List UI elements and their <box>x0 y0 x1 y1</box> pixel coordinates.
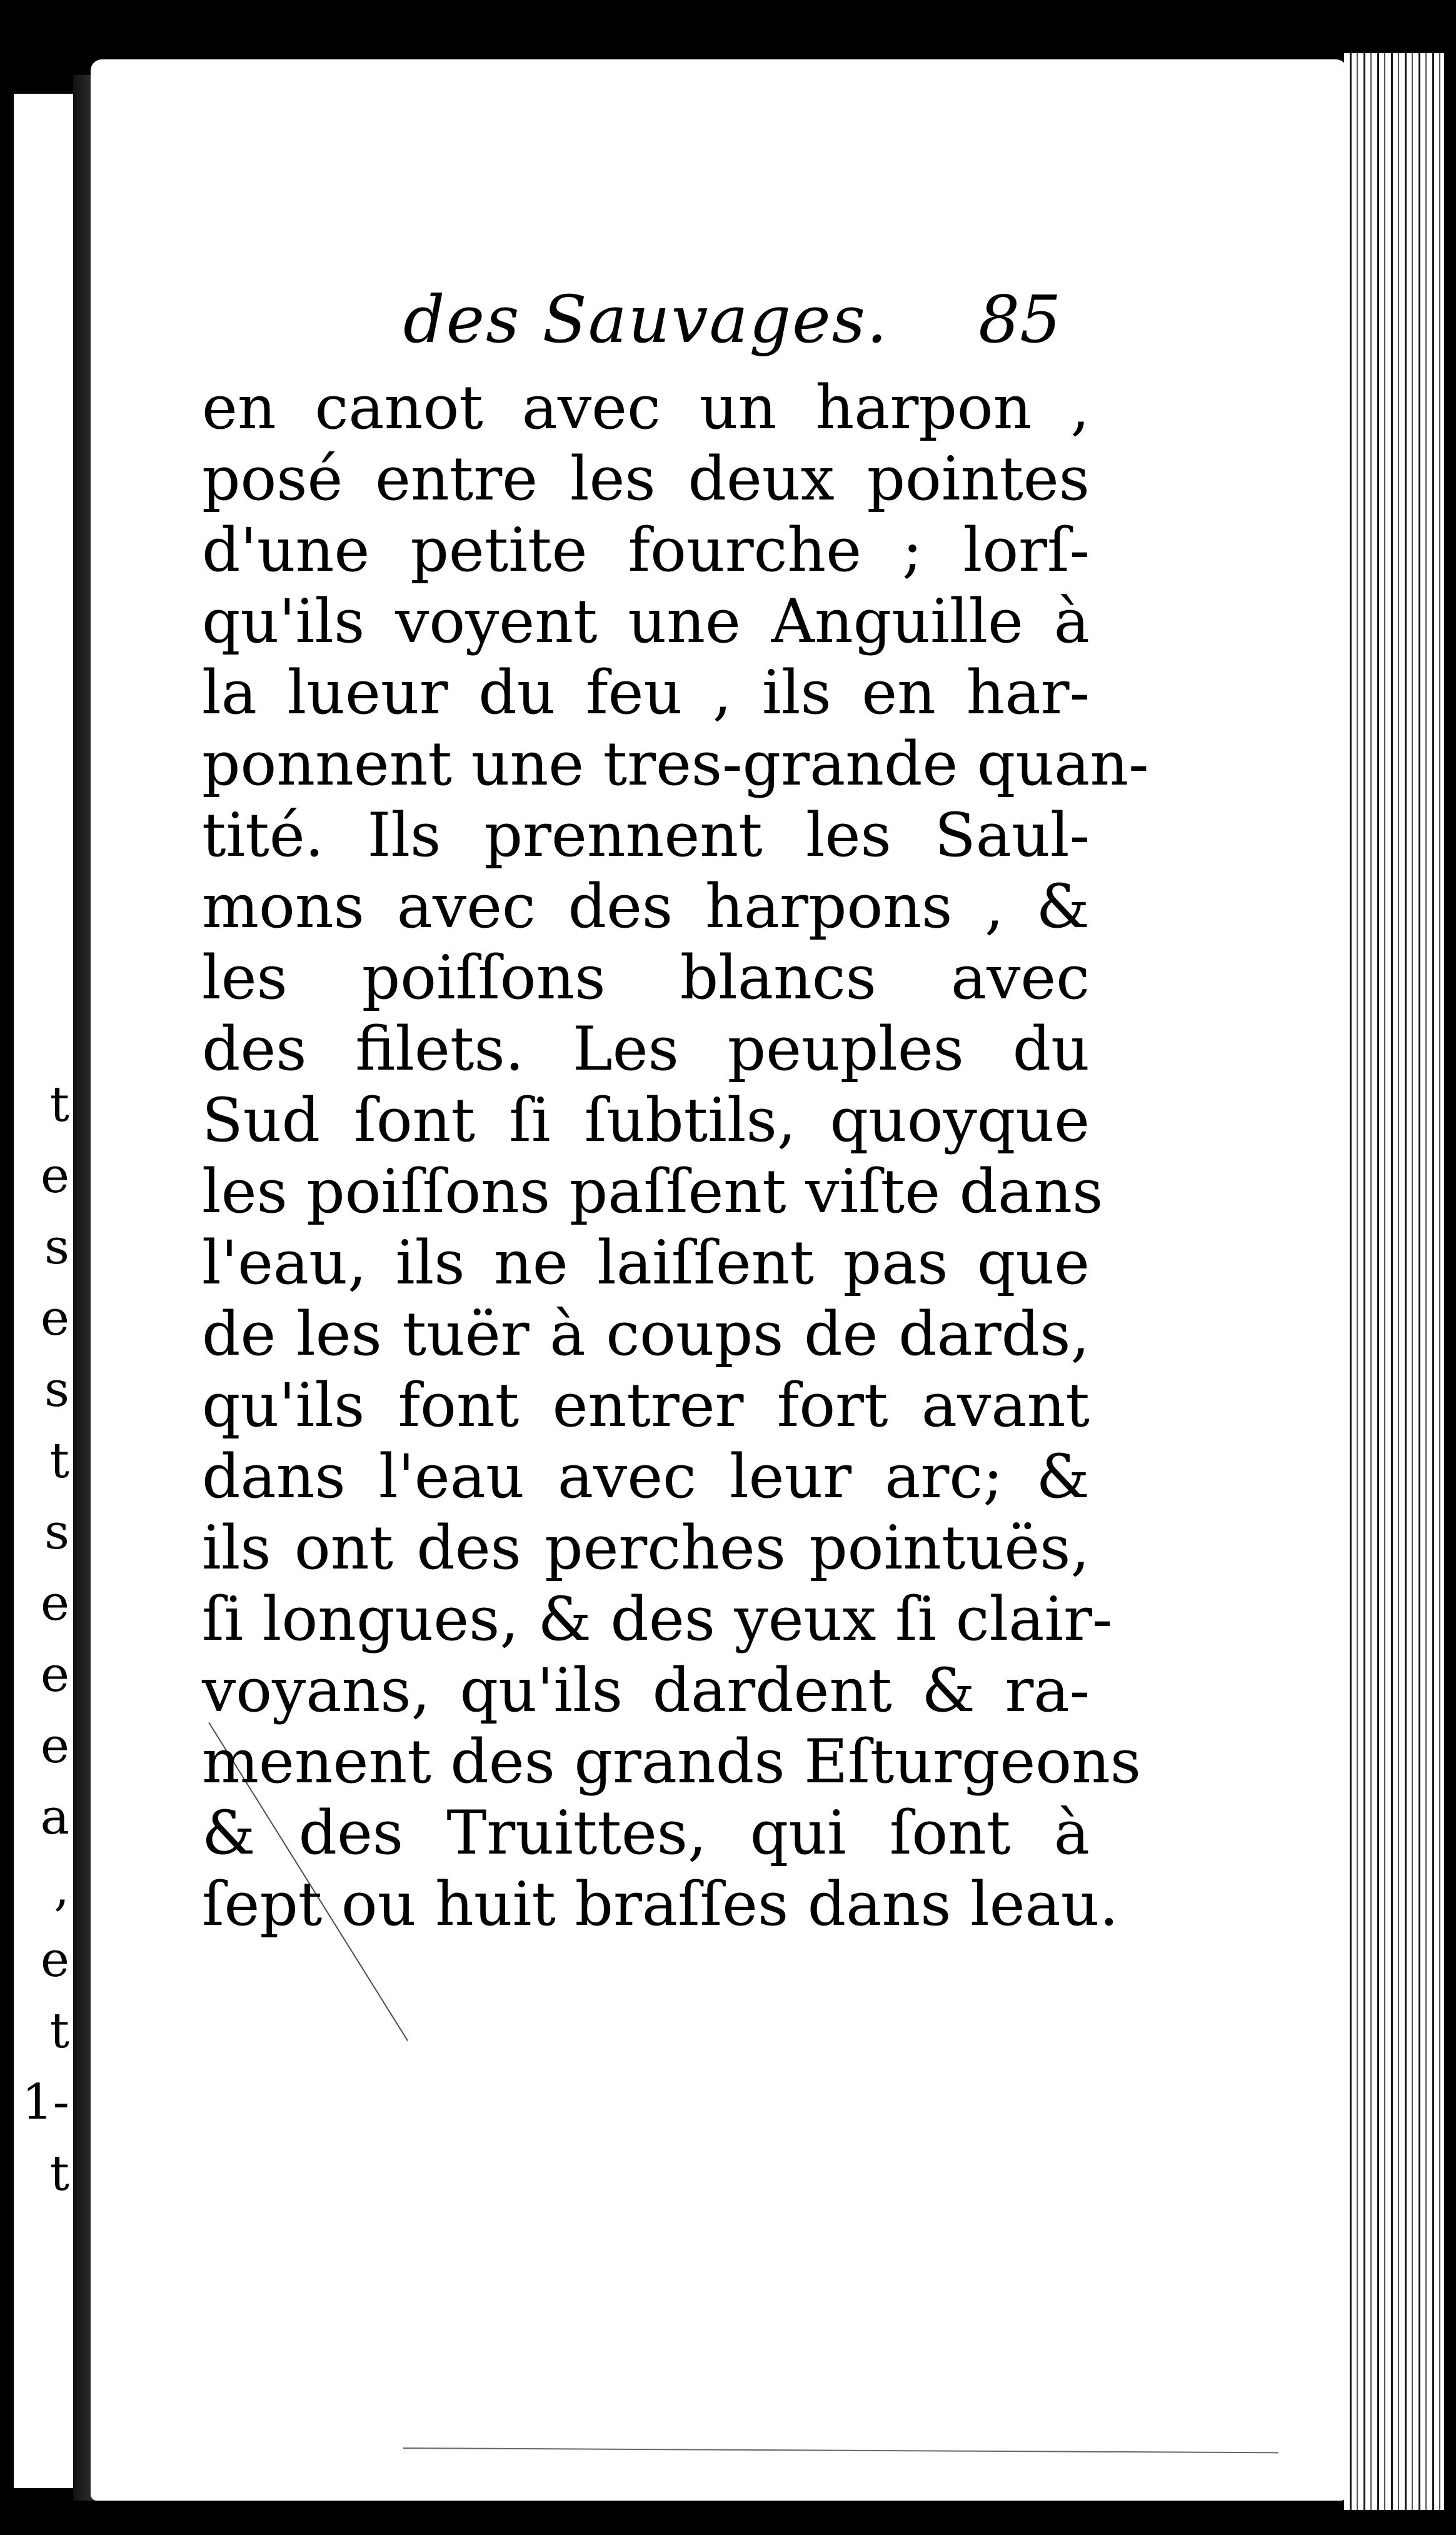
text-line: qu'ils font entrer fort avant <box>202 1370 1090 1440</box>
text-line: des filets. Les peuples du <box>202 1014 1090 1084</box>
text-line: menent des grands Eſturgeons <box>202 1727 1142 1797</box>
text-line: Sud ſont ſi ſubtils, quoyque <box>202 1085 1090 1155</box>
book-page <box>91 59 1347 2501</box>
text-line: ſept ou huit braſſes dans leau. <box>202 1869 1119 1939</box>
text-line: qu'ils voyent une Anguille à <box>202 586 1090 656</box>
text-line: l'eau, ils ne laiſſent pas que <box>202 1228 1090 1298</box>
page-number: 85 <box>978 281 1062 358</box>
facing-fragment: t <box>49 1433 69 1489</box>
text-line: de les tuër à coups de dards, <box>202 1299 1090 1369</box>
facing-fragment: t <box>49 2003 69 2059</box>
facing-page-fragments <box>14 1069 73 2209</box>
facing-fragment: e <box>40 1575 69 1632</box>
facing-fragment: e <box>40 1932 69 1988</box>
facing-page-strip <box>14 94 73 2488</box>
text-line: ſi longues, & des yeux ſi clair- <box>202 1584 1113 1654</box>
text-line: en canot avec un harpon , <box>202 373 1090 443</box>
page-edge-stack <box>1344 53 1444 2510</box>
facing-fragment: 1- <box>22 2074 69 2131</box>
facing-fragment: a <box>40 1789 69 1845</box>
facing-fragment: s <box>44 1504 69 1560</box>
text-line: voyans, qu'ils dardent & ra- <box>202 1655 1090 1725</box>
facing-fragment: e <box>40 1647 69 1703</box>
facing-fragment: e <box>40 1290 69 1347</box>
facing-fragment: s <box>44 1362 69 1418</box>
text-line: ils ont des perches pointuës, <box>202 1513 1090 1583</box>
text-line: mons avec des harpons , & <box>202 871 1090 941</box>
text-line: d'une petite fourche ; lorſ- <box>202 515 1090 585</box>
text-line: tité. Ils prennent les Saul- <box>202 800 1090 870</box>
facing-fragment: t <box>49 2146 69 2202</box>
facing-fragment: e <box>40 1148 69 1204</box>
text-line: les poiſſons paſſent viſte dans <box>202 1157 1103 1227</box>
text-line: & des Truittes, qui ſont à <box>202 1798 1090 1868</box>
facing-fragment: s <box>44 1219 69 1275</box>
running-head: des Sauvages. <box>403 281 889 358</box>
stray-scan-line <box>403 2447 1278 2453</box>
facing-fragment: t <box>49 1077 69 1133</box>
text-line: posé entre les deux pointes <box>202 444 1090 514</box>
facing-fragment: e <box>40 1718 69 1774</box>
text-line: dans l'eau avec leur arc; & <box>202 1442 1090 1512</box>
text-line: la lueur du feu , ils en har- <box>202 658 1090 728</box>
text-line: ponnent une tres-grande quan- <box>202 729 1149 799</box>
text-line: les poiſſons blancs avec <box>202 943 1090 1013</box>
facing-fragment: , <box>54 1860 69 1917</box>
body-text <box>202 372 1149 1940</box>
